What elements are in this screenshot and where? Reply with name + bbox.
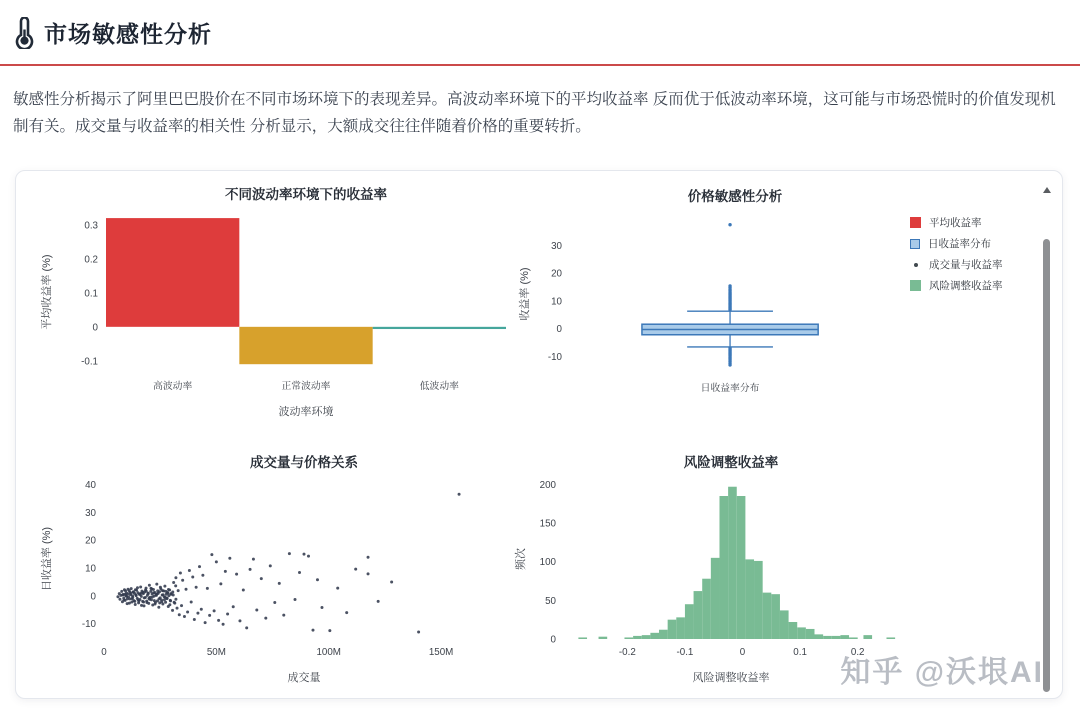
legend-label: 平均收益率 <box>929 217 982 229</box>
histogram-bars <box>578 487 895 639</box>
svg-text:高波动率: 高波动率 <box>153 381 193 392</box>
legend-item-3[interactable] <box>910 278 1003 293</box>
legend-swatch-square <box>910 217 921 228</box>
svg-text:-0.2: -0.2 <box>618 647 636 658</box>
svg-text:收益率 (%): 收益率 (%) <box>519 267 531 321</box>
watermark: 知乎 @沃垠AI <box>840 656 1044 689</box>
svg-text:平均收益率 (%): 平均收益率 (%) <box>41 254 53 330</box>
svg-text:30: 30 <box>85 507 96 519</box>
page-title: 市场敏感性分析 <box>44 21 212 47</box>
svg-text:100M: 100M <box>316 647 341 658</box>
legend-item-1[interactable] <box>910 236 1003 251</box>
svg-text:30: 30 <box>551 240 562 252</box>
svg-text:0: 0 <box>550 634 556 646</box>
svg-text:0.1: 0.1 <box>793 647 807 658</box>
legend-label: 风险调整收益率 <box>929 280 1003 292</box>
svg-text:0: 0 <box>90 591 96 603</box>
svg-text:150: 150 <box>539 518 556 530</box>
svg-text:0: 0 <box>92 322 98 334</box>
svg-text:0.2: 0.2 <box>850 647 865 658</box>
svg-text:风险调整收益率: 风险调整收益率 <box>683 455 779 470</box>
svg-text:成交量: 成交量 <box>287 672 321 684</box>
svg-text:40: 40 <box>85 480 96 492</box>
svg-text:不同波动率环境下的收益率: 不同波动率环境下的收益率 <box>225 187 387 202</box>
legend-item-0[interactable] <box>910 215 1003 230</box>
price-sensitivity-box-chart <box>512 185 914 432</box>
scrollbar-thumb[interactable] <box>1043 239 1050 692</box>
chart-legend <box>910 215 1003 293</box>
legend-swatch-square <box>910 280 921 291</box>
svg-text:0.3: 0.3 <box>84 220 98 232</box>
svg-text:0: 0 <box>556 324 562 336</box>
svg-text:日收益率 (%): 日收益率 (%) <box>41 526 53 592</box>
svg-text:0.1: 0.1 <box>84 288 98 300</box>
svg-text:正常波动率: 正常波动率 <box>281 381 331 392</box>
svg-text:20: 20 <box>551 268 562 280</box>
thermometer-icon <box>13 17 35 49</box>
svg-text:0: 0 <box>739 647 746 658</box>
red-divider <box>0 64 1080 66</box>
svg-text:-10: -10 <box>81 619 96 631</box>
svg-text:10: 10 <box>85 563 96 575</box>
scrollbar-up-arrow-icon[interactable] <box>1043 187 1051 193</box>
svg-text:波动率环境: 波动率环境 <box>278 406 334 418</box>
legend-swatch-dot <box>914 263 918 267</box>
svg-text:50: 50 <box>545 595 556 607</box>
svg-text:-10: -10 <box>547 351 562 363</box>
svg-text:100: 100 <box>539 557 556 569</box>
svg-text:10: 10 <box>551 296 562 308</box>
charts-panel <box>15 170 1063 699</box>
svg-text:150M: 150M <box>428 647 454 658</box>
description-text: 敏感性分析揭示了阿里巴巴股价在不同市场环境下的表现差异。高波动率环境下的平均收益率 反而优于低波动率环境，这可能与市场恐慌时的价值发现机制有关。成交量与收益率的相关性 分析显示，大额成交往往伴随着价格的重要转折。 <box>13 91 1056 136</box>
svg-text:20: 20 <box>85 535 96 547</box>
svg-text:-0.1: -0.1 <box>81 356 98 368</box>
legend-item-2[interactable] <box>910 257 1003 272</box>
scatter-points <box>116 493 460 634</box>
svg-text:0: 0 <box>101 647 107 658</box>
section-header <box>0 0 1080 49</box>
bars <box>106 218 506 364</box>
legend-label: 成交量与收益率 <box>929 259 1003 271</box>
volatility-returns-bar-chart <box>34 183 514 438</box>
scrollbar[interactable] <box>1041 177 1053 692</box>
svg-text:风险调整收益率: 风险调整收益率 <box>692 672 770 684</box>
svg-text:-0.1: -0.1 <box>676 647 694 658</box>
volume-price-scatter-chart <box>34 453 514 700</box>
svg-text:低波动率: 低波动率 <box>419 381 459 392</box>
svg-text:0.2: 0.2 <box>84 254 98 266</box>
svg-text:50M: 50M <box>206 647 226 658</box>
legend-swatch-box <box>910 239 920 249</box>
legend-label: 日收益率分布 <box>928 238 991 250</box>
svg-text:价格敏感性分析: 价格敏感性分析 <box>687 189 783 204</box>
svg-text:频次: 频次 <box>515 548 527 570</box>
svg-text:200: 200 <box>539 479 556 491</box>
svg-text:日收益率分布: 日收益率分布 <box>700 383 760 394</box>
svg-text:成交量与价格关系: 成交量与价格关系 <box>250 455 358 470</box>
